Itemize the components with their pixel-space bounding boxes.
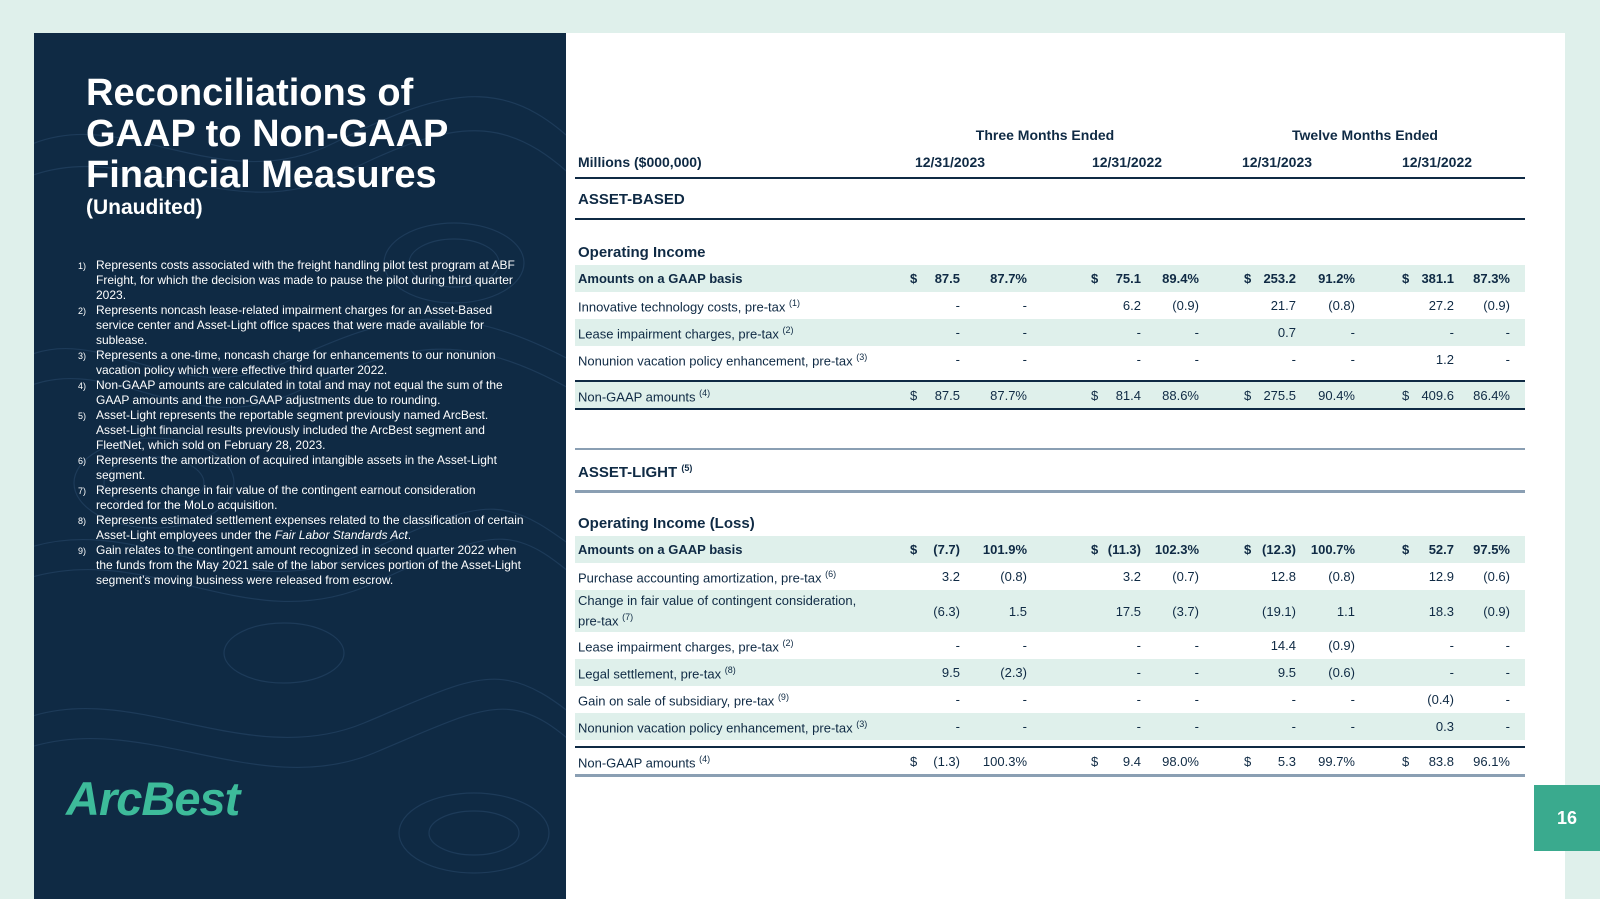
section-title-asset-based: ASSET-BASED — [578, 191, 685, 208]
table-row — [575, 632, 1525, 659]
value-cell: - — [1136, 665, 1141, 680]
value-cell: 9.4 — [1122, 753, 1141, 769]
table-row — [575, 536, 1525, 563]
value-cell: 83.8 — [1428, 753, 1454, 769]
table-row — [575, 713, 1525, 740]
value-cell: - — [1291, 692, 1296, 707]
footnote-text-part: . — [407, 528, 412, 542]
percent-cell: - — [1022, 719, 1027, 734]
percent-cell: (0.8) — [1328, 298, 1355, 313]
value-cell: 52.7 — [1428, 542, 1454, 557]
value-cell: 253.2 — [1263, 271, 1296, 286]
value-cell: (7.7) — [933, 542, 960, 557]
footnote-ref: (9) — [777, 692, 789, 703]
currency-symbol: $ — [910, 542, 918, 557]
value-cell: - — [955, 298, 960, 313]
value-cell: 87.5 — [934, 271, 960, 286]
footnote-ref: (2) — [782, 325, 794, 336]
footnote-text-part: Represents estimated settlement expenses related to the classification of certain Asset-Light employees under the — [96, 513, 524, 542]
footnote — [78, 303, 524, 348]
percent-cell: 102.3% — [1154, 542, 1199, 557]
footnote-number: 8) — [78, 516, 87, 526]
currency-symbol: $ — [1402, 271, 1410, 286]
row-label — [578, 590, 878, 632]
percent-cell: 98.0% — [1162, 753, 1199, 769]
currency-symbol: $ — [1091, 753, 1099, 769]
currency-symbol: $ — [1244, 753, 1252, 769]
percent-cell: - — [1194, 665, 1199, 680]
percent-cell: 96.1% — [1473, 753, 1510, 769]
value-cell: - — [955, 692, 960, 707]
footnote-ref: (5) — [681, 463, 693, 473]
value-cell: - — [1449, 638, 1454, 653]
footnote-ref: (3) — [856, 719, 868, 730]
percent-cell: - — [1350, 325, 1355, 340]
page-number: 16 — [1534, 785, 1600, 851]
value-cell: - — [1136, 638, 1141, 653]
value-cell: 6.2 — [1122, 298, 1141, 313]
percent-cell: - — [1505, 719, 1510, 734]
footnote-text: Non-GAAP amounts are calculated in total and may not equal the sum of the GAAP amounts and the non-GAAP adjustments due to rounding. — [96, 378, 503, 407]
value-cell: 9.5 — [941, 665, 960, 680]
table-row — [575, 686, 1525, 713]
percent-cell: (0.9) — [1483, 603, 1510, 619]
value-cell: 14.4 — [1270, 638, 1296, 653]
percent-cell: - — [1194, 719, 1199, 734]
percent-cell: 88.6% — [1162, 387, 1199, 403]
divider — [575, 218, 1525, 220]
value-cell: - — [955, 638, 960, 653]
value-cell: - — [1136, 719, 1141, 734]
value-cell: 409.6 — [1421, 387, 1454, 403]
row-label-text: Non-GAAP amounts — [578, 389, 696, 405]
percent-cell: - — [1194, 692, 1199, 707]
arcbest-logo: ArcBest — [66, 772, 240, 825]
table-row — [575, 382, 1525, 408]
percent-cell: 90.4% — [1318, 387, 1355, 403]
row-label-text: Lease impairment charges, pre-tax — [578, 326, 779, 342]
row-label — [578, 292, 878, 319]
footnote-number: 2) — [78, 306, 87, 316]
value-cell: (19.1) — [1262, 603, 1296, 619]
value-cell: (6.3) — [933, 603, 960, 619]
value-cell: (12.3) — [1262, 542, 1296, 557]
footnote — [78, 513, 524, 543]
value-cell: - — [1449, 325, 1454, 340]
divider — [575, 774, 1525, 777]
percent-cell: 100.7% — [1310, 542, 1355, 557]
row-label — [578, 536, 878, 563]
divider — [575, 448, 1525, 450]
percent-cell: - — [1022, 692, 1027, 707]
value-cell: - — [1291, 352, 1296, 367]
page-title — [86, 73, 448, 196]
value-cell: - — [1449, 665, 1454, 680]
value-cell: - — [955, 352, 960, 367]
table-row — [575, 748, 1525, 774]
row-label-text: Lease impairment charges, pre-tax — [578, 639, 779, 655]
percent-cell: 89.4% — [1162, 271, 1199, 286]
currency-symbol: $ — [1244, 542, 1252, 557]
row-label-text: Legal settlement, pre-tax — [578, 666, 722, 682]
table-row — [575, 292, 1525, 319]
percent-cell: 87.7% — [990, 387, 1027, 403]
percent-cell: 100.3% — [982, 753, 1027, 769]
row-label-text: Nonunion vacation policy enhancement, pre-tax — [578, 353, 853, 369]
divider — [575, 177, 1525, 179]
row-label — [578, 319, 878, 346]
percent-cell: 99.7% — [1318, 753, 1355, 769]
footnote — [78, 258, 524, 303]
value-cell: - — [1136, 692, 1141, 707]
row-label-text: Non-GAAP amounts — [578, 755, 696, 771]
value-cell: (0.4) — [1427, 692, 1454, 707]
percent-cell: (0.8) — [1000, 569, 1027, 584]
row-label — [578, 686, 878, 713]
row-label-text: Innovative technology costs, pre-tax — [578, 299, 786, 315]
value-cell: 1.2 — [1435, 352, 1454, 367]
row-label — [578, 265, 878, 292]
currency-symbol: $ — [1402, 753, 1410, 769]
footnotes-list — [78, 258, 524, 588]
row-label-text: Gain on sale of subsidiary, pre-tax — [578, 693, 775, 709]
footnote — [78, 378, 524, 408]
currency-symbol: $ — [1402, 542, 1410, 557]
group-header-three-months: Three Months Ended — [975, 127, 1115, 143]
footnote-ref: (1) — [789, 298, 801, 309]
row-label-text: Change in fair value of contingent consideration, pre-tax — [578, 592, 857, 629]
row-label — [578, 382, 878, 408]
value-cell: (1.3) — [933, 753, 960, 769]
percent-cell: - — [1022, 325, 1027, 340]
row-label — [578, 713, 878, 740]
footnote — [78, 348, 524, 378]
percent-cell: - — [1505, 352, 1510, 367]
footnote-number: 1) — [78, 261, 87, 271]
footnote-ref: (7) — [622, 611, 634, 622]
row-label — [578, 659, 878, 686]
column-header: 12/31/2023 — [1241, 154, 1313, 170]
title-line: Reconciliations of — [86, 72, 414, 114]
value-cell: 81.4 — [1115, 387, 1141, 403]
section-title-asset-light — [578, 463, 692, 481]
percent-cell: (0.9) — [1172, 298, 1199, 313]
units-label: Millions ($000,000) — [578, 154, 702, 170]
percent-cell: 1.1 — [1336, 603, 1355, 619]
percent-cell: (0.8) — [1328, 569, 1355, 584]
table-row — [575, 265, 1525, 292]
percent-cell: 1.5 — [1008, 603, 1027, 619]
footnote-ref: (4) — [699, 387, 711, 398]
footnote-number: 6) — [78, 456, 87, 466]
currency-symbol: $ — [1402, 387, 1410, 403]
value-cell: 9.5 — [1277, 665, 1296, 680]
percent-cell: (0.9) — [1483, 298, 1510, 313]
value-cell: - — [955, 719, 960, 734]
row-label-text: Nonunion vacation policy enhancement, pre-tax — [578, 720, 853, 736]
footnote — [78, 483, 524, 513]
footnote-ref: (3) — [856, 352, 868, 363]
percent-cell: (0.7) — [1172, 569, 1199, 584]
percent-cell: (0.9) — [1328, 638, 1355, 653]
currency-symbol: $ — [1091, 387, 1099, 403]
footnote-text-italic: Fair Labor Standards Act — [274, 528, 408, 542]
percent-cell: (2.3) — [1000, 665, 1027, 680]
percent-cell: - — [1022, 638, 1027, 653]
table-row — [575, 590, 1525, 632]
footnote-text: Represents costs associated with the freight handling pilot test program at ABF Freight, for which the decision was made to pause the pilot during third quarter 2023. — [96, 258, 515, 302]
value-cell: 87.5 — [934, 387, 960, 403]
footnote-number: 4) — [78, 381, 87, 391]
footnote-number: 5) — [78, 411, 87, 421]
percent-cell: - — [1505, 692, 1510, 707]
footnote-number: 7) — [78, 486, 87, 496]
footnote-number: 9) — [78, 546, 87, 556]
currency-symbol: $ — [1091, 271, 1099, 286]
percent-cell: 87.3% — [1473, 271, 1510, 286]
value-cell: 12.9 — [1428, 569, 1454, 584]
table-row — [575, 563, 1525, 590]
left-panel — [34, 33, 566, 899]
subsection-title: Operating Income — [578, 244, 706, 261]
value-cell: 12.8 — [1270, 569, 1296, 584]
percent-cell: - — [1350, 352, 1355, 367]
value-cell: - — [955, 325, 960, 340]
row-label — [578, 346, 878, 373]
title-line: Financial Measures — [86, 154, 437, 196]
value-cell: 21.7 — [1270, 298, 1296, 313]
value-cell: 381.1 — [1421, 271, 1454, 286]
currency-symbol: $ — [1244, 387, 1252, 403]
percent-cell: - — [1350, 692, 1355, 707]
value-cell: - — [1291, 719, 1296, 734]
footnote-ref: (4) — [699, 753, 711, 764]
percent-cell: - — [1194, 352, 1199, 367]
percent-cell: (0.6) — [1328, 665, 1355, 680]
value-cell: 275.5 — [1263, 387, 1296, 403]
value-cell: 3.2 — [1122, 569, 1141, 584]
percent-cell: - — [1505, 638, 1510, 653]
divider — [575, 490, 1525, 493]
currency-symbol: $ — [1091, 542, 1099, 557]
row-label-text: Amounts on a GAAP basis — [578, 270, 743, 286]
subsection-title: Operating Income (Loss) — [578, 515, 755, 532]
currency-symbol: $ — [1244, 271, 1252, 286]
value-cell: 3.2 — [941, 569, 960, 584]
row-label — [578, 632, 878, 659]
footnote — [78, 408, 524, 453]
value-cell: 75.1 — [1115, 271, 1141, 286]
column-header: 12/31/2022 — [1091, 154, 1163, 170]
divider — [575, 408, 1525, 410]
percent-cell: (3.7) — [1172, 603, 1199, 619]
footnote-text — [96, 513, 524, 543]
percent-cell: - — [1194, 638, 1199, 653]
currency-symbol: $ — [910, 387, 918, 403]
percent-cell: 87.7% — [990, 271, 1027, 286]
value-cell: 0.3 — [1435, 719, 1454, 734]
percent-cell: - — [1505, 325, 1510, 340]
percent-cell: - — [1194, 325, 1199, 340]
percent-cell: - — [1022, 298, 1027, 313]
footnote-text: Gain relates to the contingent amount recognized in second quarter 2022 when the funds from the May 2021 sale of the labor services portion of the Asset-Light segment’s moving business were released from escrow. — [96, 543, 521, 587]
footnote-ref: (8) — [724, 665, 736, 676]
percent-cell: - — [1022, 352, 1027, 367]
percent-cell: - — [1505, 665, 1510, 680]
row-label — [578, 563, 878, 590]
value-cell: - — [1136, 325, 1141, 340]
value-cell: 18.3 — [1428, 603, 1454, 619]
value-cell: 27.2 — [1428, 298, 1454, 313]
footnote-ref: (2) — [782, 638, 794, 649]
table-row — [575, 659, 1525, 686]
row-label-text: Purchase accounting amortization, pre-tax — [578, 570, 822, 586]
table-row — [575, 319, 1525, 346]
currency-symbol: $ — [910, 271, 918, 286]
title-line: GAAP to Non-GAAP — [86, 113, 449, 155]
value-cell: - — [1136, 352, 1141, 367]
percent-cell: 101.9% — [982, 542, 1027, 557]
percent-cell: (0.6) — [1483, 569, 1510, 584]
value-cell: 5.3 — [1277, 753, 1296, 769]
footnote-text: Represents noncash lease-related impairment charges for an Asset-Based service center and Asset-Light office spaces that were made available for sublease. — [96, 303, 493, 347]
section-title-text: ASSET-LIGHT — [578, 464, 678, 481]
percent-cell: - — [1350, 719, 1355, 734]
footnote-text: Asset-Light represents the reportable segment previously named ArcBest. Asset-Light financial results previously included the ArcBest segment and FleetNet, which sold on February 28, 2023. — [96, 408, 489, 452]
footnote-text: Represents change in fair value of the contingent earnout consideration recorded for the MoLo acquisition. — [96, 483, 476, 512]
footnote-number: 3) — [78, 351, 87, 361]
percent-cell: 86.4% — [1473, 387, 1510, 403]
footnote-text: Represents the amortization of acquired intangible assets in the Asset-Light segment. — [96, 453, 497, 482]
footnote — [78, 543, 524, 588]
group-header-twelve-months: Twelve Months Ended — [1292, 127, 1438, 143]
value-cell: 0.7 — [1277, 325, 1296, 340]
footnote-text: Represents a one-time, noncash charge for enhancements to our nonunion vacation policy which were effective third quarter 2022. — [96, 348, 496, 377]
table-row — [575, 346, 1525, 373]
column-header: 12/31/2022 — [1401, 154, 1473, 170]
page-subtitle: (Unaudited) — [86, 196, 203, 219]
value-cell: 17.5 — [1115, 603, 1141, 619]
footnote — [78, 453, 524, 483]
currency-symbol: $ — [910, 753, 918, 769]
percent-cell: 97.5% — [1473, 542, 1510, 557]
percent-cell: 91.2% — [1318, 271, 1355, 286]
row-label — [578, 748, 878, 774]
footnote-ref: (6) — [825, 569, 837, 580]
row-label-text: Amounts on a GAAP basis — [578, 541, 743, 557]
column-header: 12/31/2023 — [914, 154, 986, 170]
value-cell: (11.3) — [1107, 542, 1141, 557]
